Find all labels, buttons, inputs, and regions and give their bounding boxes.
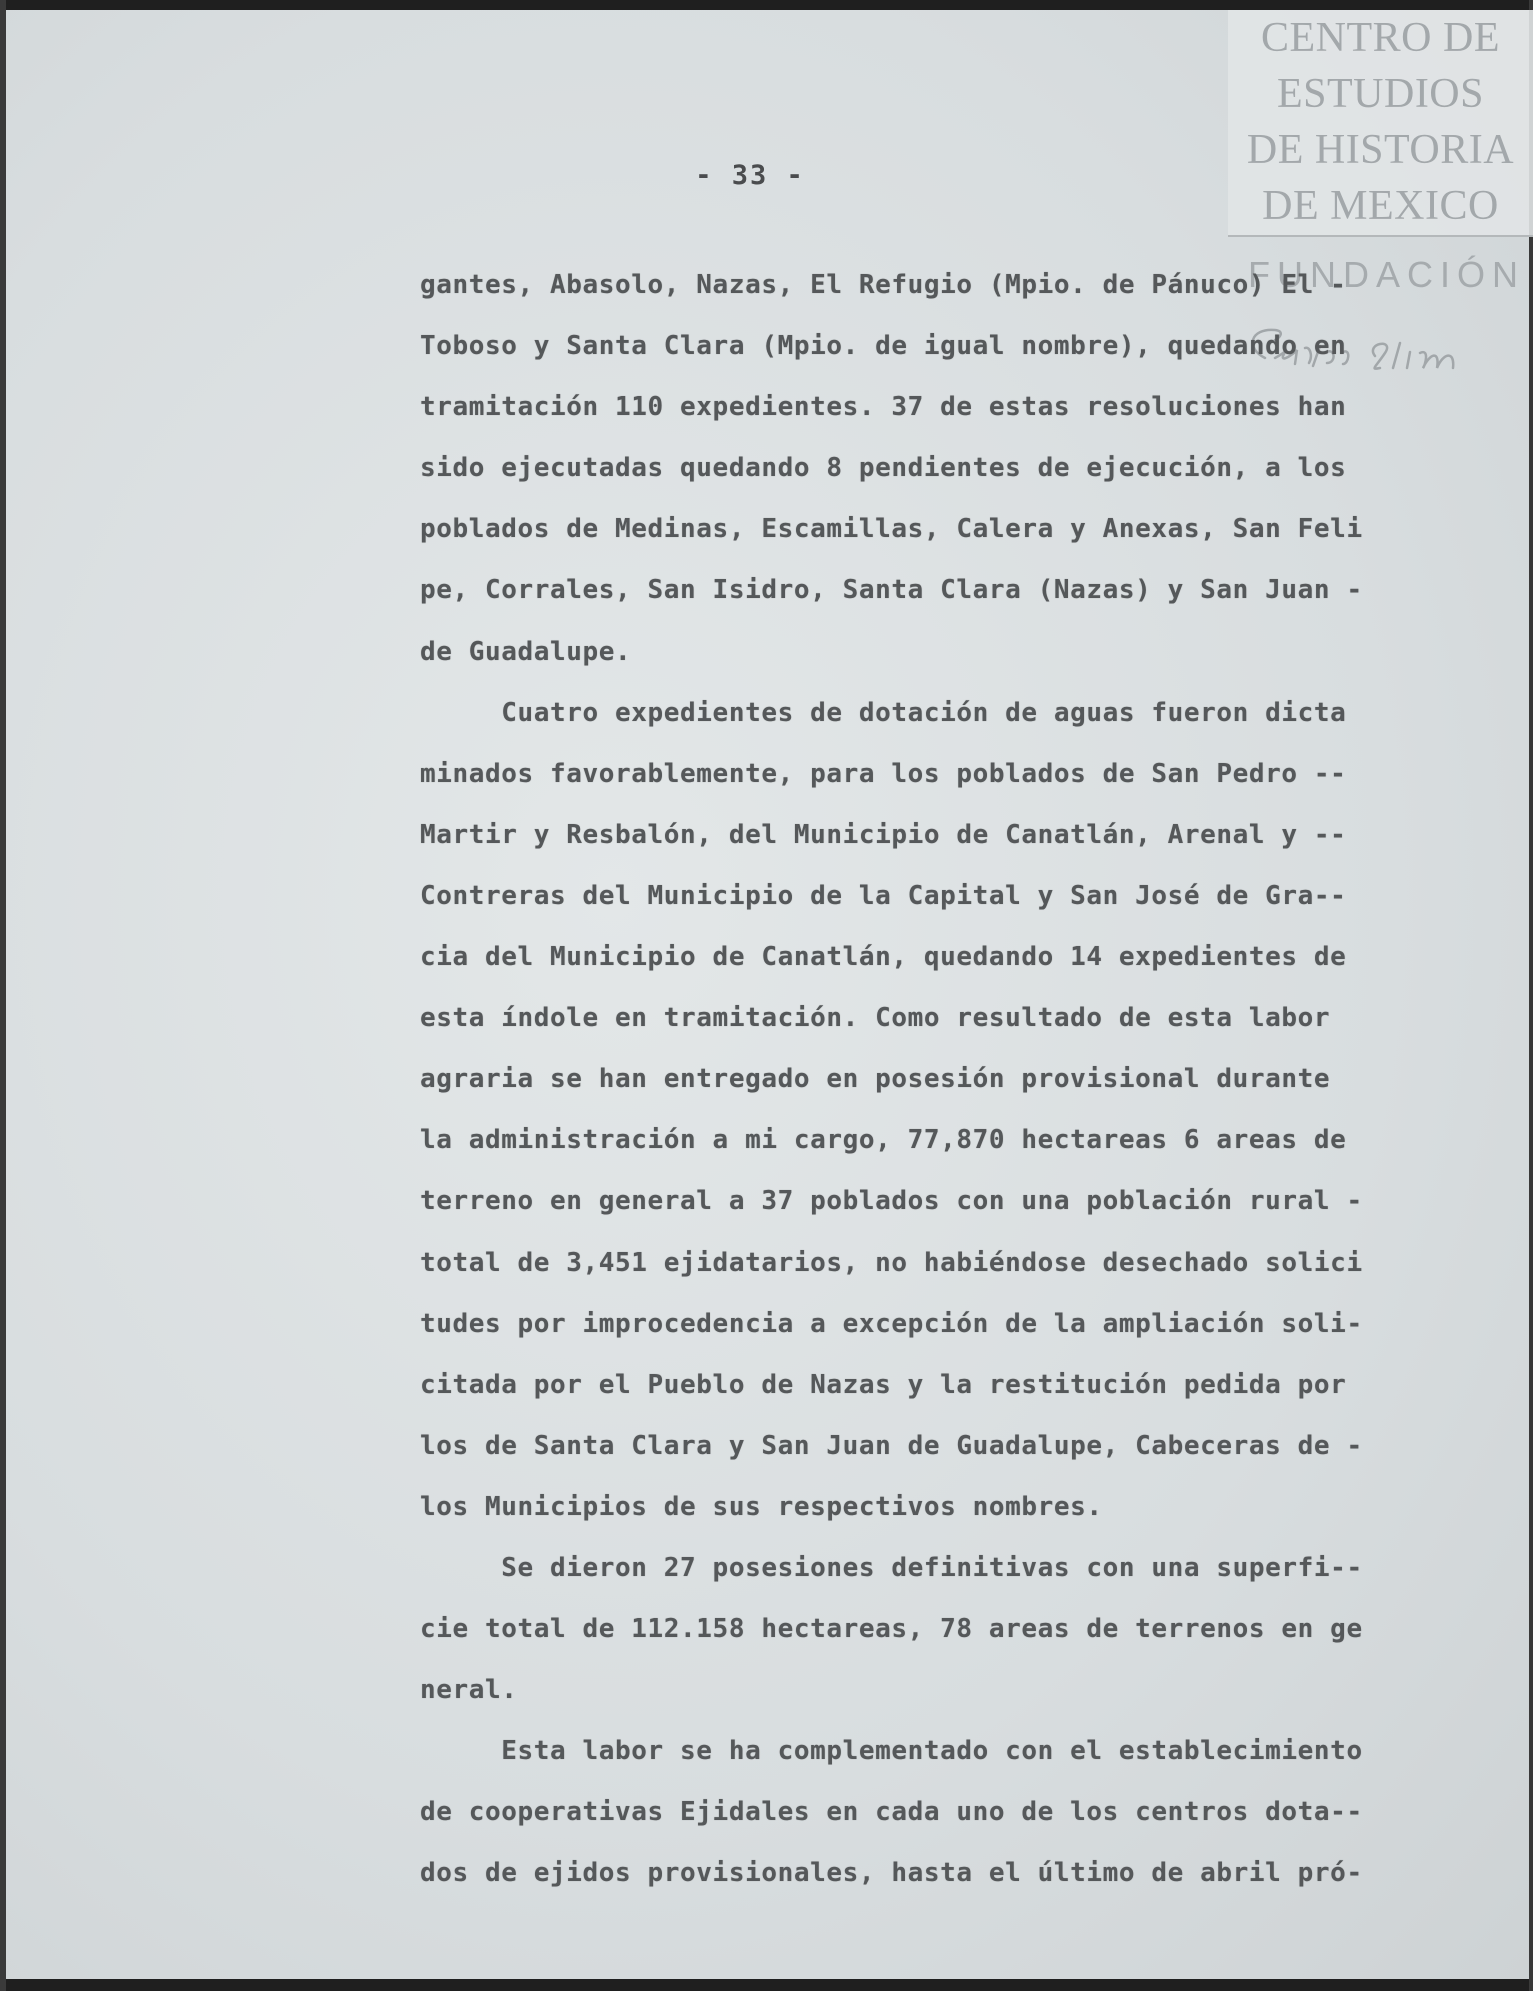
text-line: Contreras del Municipio de la Capital y San José de Gra-- — [420, 880, 1347, 911]
text-line: terreno en general a 37 poblados con una población rural - — [420, 1186, 1363, 1217]
text-line: Toboso y Santa Clara (Mpio. de igual nombre), quedando en — [420, 331, 1347, 362]
text-line: dos de ejidos provisionales, hasta el último de abril pró- — [420, 1858, 1363, 1889]
text-line: tramitación 110 expedientes. 37 de estas resoluciones han — [420, 392, 1347, 423]
text-line: de cooperativas Ejidales en cada uno de los centros dota-- — [420, 1797, 1363, 1828]
text-line: Cuatro expedientes de dotación de aguas fueron dicta — [420, 697, 1347, 728]
watermark-line-4: DE MEXICO — [1262, 183, 1499, 229]
archive-watermark — [1228, 10, 1533, 237]
text-line: citada por el Pueblo de Nazas y la restitución pedida por — [420, 1369, 1347, 1400]
scan-edge-bottom — [0, 1979, 1533, 1991]
watermark-line-1: CENTRO DE — [1261, 15, 1500, 61]
text-line: esta índole en tramitación. Como resultado de esta labor — [420, 1003, 1331, 1034]
text-line: poblados de Medinas, Escamillas, Calera y Anexas, San Feli — [420, 514, 1363, 545]
scan-edge-top — [0, 0, 1533, 10]
text-line: gantes, Abasolo, Nazas, El Refugio (Mpio. de Pánuco) El - — [420, 270, 1347, 300]
text-line: sido ejecutadas quedando 8 pendientes de ejecución, a los — [420, 453, 1347, 484]
text-line: los Municipios de sus respectivos nombres. — [420, 1491, 1103, 1522]
watermark-line-2: ESTUDIOS — [1276, 71, 1484, 117]
text-line: pe, Corrales, San Isidro, Santa Clara (Nazas) y San Juan - — [420, 575, 1363, 606]
text-line: Martir y Resbalón, del Municipio de Canatlán, Arenal y -- — [420, 819, 1347, 850]
text-line: Se dieron 27 posesiones definitivas con una superfi-- — [420, 1552, 1363, 1583]
text-line: neral. — [420, 1675, 518, 1706]
text-line: de Guadalupe. — [420, 636, 632, 667]
scan-edge-left — [0, 0, 6, 1991]
text-line: Esta labor se ha complementado con el establecimiento — [420, 1736, 1363, 1767]
watermark-line-3: DE HISTORIA — [1246, 127, 1515, 173]
text-line: la administración a mi cargo, 77,870 hectareas 6 areas de — [420, 1125, 1347, 1156]
text-line: los de Santa Clara y San Juan de Guadalupe, Cabeceras de - — [420, 1430, 1363, 1461]
text-line: minados favorablemente, para los poblados de San Pedro -- — [420, 758, 1347, 789]
page-number: - 33 - — [695, 160, 805, 191]
scan-edge-right — [1529, 0, 1533, 1991]
fundacion-label: FUNDACIÓN — [1248, 254, 1525, 295]
text-line: total de 3,451 ejidatarios, no habiéndose desechado solici — [420, 1247, 1363, 1278]
text-line: tudes por improcedencia a excepción de la ampliación soli- — [420, 1308, 1363, 1339]
typed-body-text — [420, 255, 1470, 1905]
text-line: cia del Municipio de Canatlán, quedando 14 expedientes de — [420, 942, 1347, 973]
text-line: cie total de 112.158 hectareas, 78 areas de terrenos en ge — [420, 1614, 1363, 1645]
text-line: agraria se han entregado en posesión provisional durante — [420, 1064, 1331, 1095]
